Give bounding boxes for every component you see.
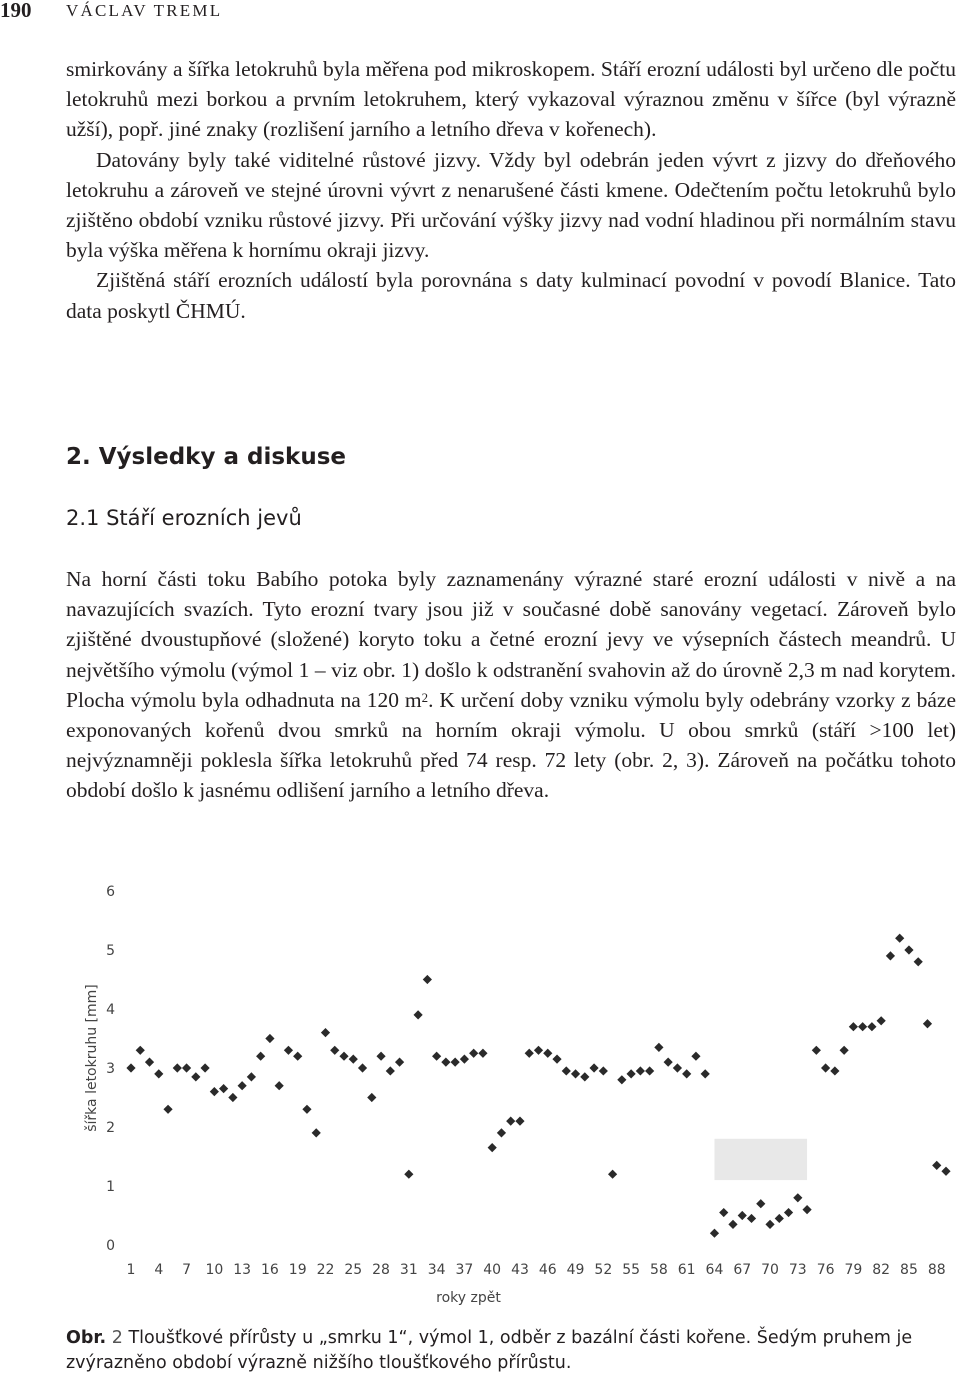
data-point (451, 1058, 460, 1067)
page-number: 190 (0, 0, 32, 22)
x-tick-label: 46 (538, 1262, 557, 1278)
data-point (376, 1052, 385, 1061)
x-axis-label: roky zpět (436, 1290, 501, 1306)
data-point (210, 1087, 219, 1096)
data-point (275, 1081, 284, 1090)
data-point (395, 1058, 404, 1067)
data-point (673, 1063, 682, 1072)
x-tick-label: 55 (622, 1262, 641, 1278)
data-point (645, 1066, 654, 1075)
data-point (821, 1063, 830, 1072)
x-tick-label: 64 (705, 1262, 724, 1278)
data-point (682, 1069, 691, 1078)
y-tick-label: 0 (106, 1238, 115, 1254)
data-point (710, 1229, 719, 1238)
data-point (414, 1010, 423, 1019)
data-point (145, 1058, 154, 1067)
data-point (219, 1084, 228, 1093)
data-point (136, 1046, 145, 1055)
x-tick-label: 25 (344, 1262, 363, 1278)
data-point (349, 1055, 358, 1064)
results-text (66, 564, 956, 806)
x-tick-label: 73 (788, 1262, 807, 1278)
x-tick-label: 70 (761, 1262, 779, 1278)
subsection-heading: 2.1 Stáří erozních jevů (66, 506, 302, 530)
x-tick-label: 28 (372, 1262, 390, 1278)
data-point (941, 1167, 950, 1176)
data-point (867, 1022, 876, 1031)
data-point (515, 1117, 524, 1126)
data-point (386, 1066, 395, 1075)
caption-number: 2 (111, 1328, 123, 1348)
data-point (293, 1052, 302, 1061)
data-point (228, 1093, 237, 1102)
data-point (589, 1063, 598, 1072)
data-point (423, 975, 432, 984)
x-tick-label: 1 (126, 1262, 136, 1278)
x-tick-label: 76 (816, 1262, 835, 1278)
data-point (460, 1055, 469, 1064)
figure-caption (66, 1326, 956, 1376)
section-heading: 2. Výsledky a diskuse (66, 444, 346, 470)
page-header (0, 0, 960, 24)
data-point (701, 1069, 710, 1078)
data-point (691, 1052, 700, 1061)
data-point (312, 1128, 321, 1137)
x-tick-label: 49 (566, 1262, 585, 1278)
data-point (580, 1072, 589, 1081)
data-point (840, 1046, 849, 1055)
data-point (849, 1022, 858, 1031)
x-tick-label: 10 (205, 1262, 224, 1278)
x-tick-label: 37 (455, 1262, 474, 1278)
data-point (478, 1049, 487, 1058)
data-point (830, 1066, 839, 1075)
data-point (265, 1034, 274, 1043)
data-point (654, 1043, 663, 1052)
highlight-band (714, 1139, 807, 1180)
x-tick-label: 19 (288, 1262, 307, 1278)
paragraph (66, 564, 956, 806)
data-point (543, 1049, 552, 1058)
data-point (858, 1022, 867, 1031)
data-point (330, 1046, 339, 1055)
data-point (256, 1052, 265, 1061)
data-point (154, 1069, 163, 1078)
x-tick-label: 67 (733, 1262, 752, 1278)
data-point (793, 1193, 802, 1202)
x-tick-label: 40 (483, 1262, 502, 1278)
data-point (367, 1093, 376, 1102)
caption-text: Tloušťkové přírůsty u „smrku 1“, výmol 1, odběr z bazální části kořene. Šedým pruhem je zvýrazněno období výrazně nižšího tloušťkového přírůstu. (66, 1328, 913, 1373)
x-tick-label: 85 (900, 1262, 918, 1278)
data-point (719, 1208, 728, 1217)
figure-2 (0, 865, 960, 1315)
data-point (525, 1049, 534, 1058)
data-point (756, 1199, 765, 1208)
y-tick-label: 4 (106, 1002, 115, 1018)
x-tick-label: 7 (182, 1262, 192, 1278)
y-tick-label: 1 (106, 1179, 115, 1195)
data-point (182, 1063, 191, 1072)
text-run: Na horní části toku Babího potoka byly zaznamenány výrazné staré erozní události v nivě a na navazujících svazích. Tyto erozní tvary jsou již v současné době sanovány vegetací. Zároveň bylo zjištěné dvoustupňové (složené) koryto toku a četné erozní jevy ve výsepních částech meandrů. U největšího výmolu (výmol 1 – viz obr. 1) došlo k odstranění svahovin až do úrovně 2,3 m nad korytem. Plocha výmolu byla odhadnuta na 120 m (66, 567, 956, 712)
paragraph: smirkovány a šířka letokruhů byla měřena pod mikroskopem. Stáří erozní události byl určeno dle počtu letokruhů mezi borkou a prvním letokruhem, který vykazoval výraznou změnu v šířce (byl výrazně užší), popř. jiné znaky (rozlišení jarního a letního dřeva v kořenech). (66, 57, 956, 142)
data-point (173, 1063, 182, 1072)
running-head-author: VÁCLAV TREML (66, 1, 223, 20)
data-point (617, 1075, 626, 1084)
data-point (534, 1046, 543, 1055)
paragraph: Datovány byly také viditelné růstové jizvy. Vždy byl odebrán jeden vývrt z jizvy do dřeňového letokruhu a zároveň ve stejné úrovni vývrt z nenarušené části kmene. Odečtením počtu letokruhů bylo zjištěno období vzniku růstové jizvy. Při určování výšky jizvy nad vodní hladinou při normálním stavu byla výška měřena k hornímu okraji jizvy. (66, 147, 956, 263)
x-tick-label: 34 (427, 1262, 446, 1278)
data-point (562, 1066, 571, 1075)
text-run: . K určení doby vzniku výmolu byly odebrány vzorky z báze exponovaných kořenů dvou smrků na horním okraji výmolu. U obou smrků (stáří >100 let) nejvýznamněji poklesla šířka letokruhů před 74 resp. 72 lety (obr. 2, 3). Zároveň na počátku tohoto období došlo k jasnému odlišení jarního a letního dřeva. (66, 687, 956, 803)
data-point (163, 1105, 172, 1114)
data-point (627, 1069, 636, 1078)
data-point (923, 1019, 932, 1028)
data-point (886, 951, 895, 960)
data-point (358, 1063, 367, 1072)
data-point (877, 1016, 886, 1025)
x-tick-label: 13 (233, 1262, 252, 1278)
data-point (599, 1066, 608, 1075)
x-tick-label: 88 (927, 1262, 946, 1278)
tree-ring-width-chart (0, 865, 960, 1315)
data-point (200, 1063, 209, 1072)
data-point (469, 1049, 478, 1058)
data-point (284, 1046, 293, 1055)
methods-text (66, 54, 956, 326)
data-point (238, 1081, 247, 1090)
x-tick-label: 79 (844, 1262, 863, 1278)
data-point (552, 1055, 561, 1064)
data-point (608, 1170, 617, 1179)
x-tick-label: 61 (677, 1262, 696, 1278)
x-tick-label: 52 (594, 1262, 613, 1278)
data-point (765, 1220, 774, 1229)
x-tick-label: 31 (399, 1262, 418, 1278)
x-tick-label: 43 (511, 1262, 529, 1278)
data-point (497, 1128, 506, 1137)
data-point (812, 1046, 821, 1055)
data-point (775, 1214, 784, 1223)
x-tick-label: 22 (316, 1262, 335, 1278)
data-point (784, 1208, 793, 1217)
data-point (914, 957, 923, 966)
data-point (932, 1161, 941, 1170)
y-tick-label: 2 (106, 1120, 115, 1136)
data-point (571, 1069, 580, 1078)
data-point (191, 1072, 200, 1081)
data-point (247, 1072, 256, 1081)
y-tick-label: 3 (106, 1061, 115, 1077)
data-point (738, 1211, 747, 1220)
data-point (432, 1052, 441, 1061)
paragraph: Zjištěná stáří erozních událostí byla porovnána s daty kulminací povodní v povodí Blanice. Tato data poskytl ČHMÚ. (66, 268, 956, 323)
data-point (404, 1170, 413, 1179)
data-point (636, 1066, 645, 1075)
data-point (126, 1063, 135, 1072)
data-point (488, 1143, 497, 1152)
data-point (664, 1058, 673, 1067)
x-tick-label: 58 (649, 1262, 668, 1278)
data-point (321, 1028, 330, 1037)
y-tick-label: 5 (106, 943, 115, 959)
caption-label: Obr. (66, 1328, 107, 1348)
data-point (895, 934, 904, 943)
data-point (728, 1220, 737, 1229)
superscript: 2 (421, 691, 429, 706)
data-point (302, 1105, 311, 1114)
data-point (747, 1214, 756, 1223)
x-tick-label: 82 (872, 1262, 891, 1278)
data-point (441, 1058, 450, 1067)
y-axis-label: šířka letokruhu [mm] (84, 984, 100, 1132)
y-tick-label: 6 (106, 884, 115, 900)
data-point (802, 1205, 811, 1214)
x-tick-label: 4 (154, 1262, 164, 1278)
data-point (506, 1117, 515, 1126)
x-tick-label: 16 (261, 1262, 279, 1278)
data-point (339, 1052, 348, 1061)
data-point (904, 945, 913, 954)
